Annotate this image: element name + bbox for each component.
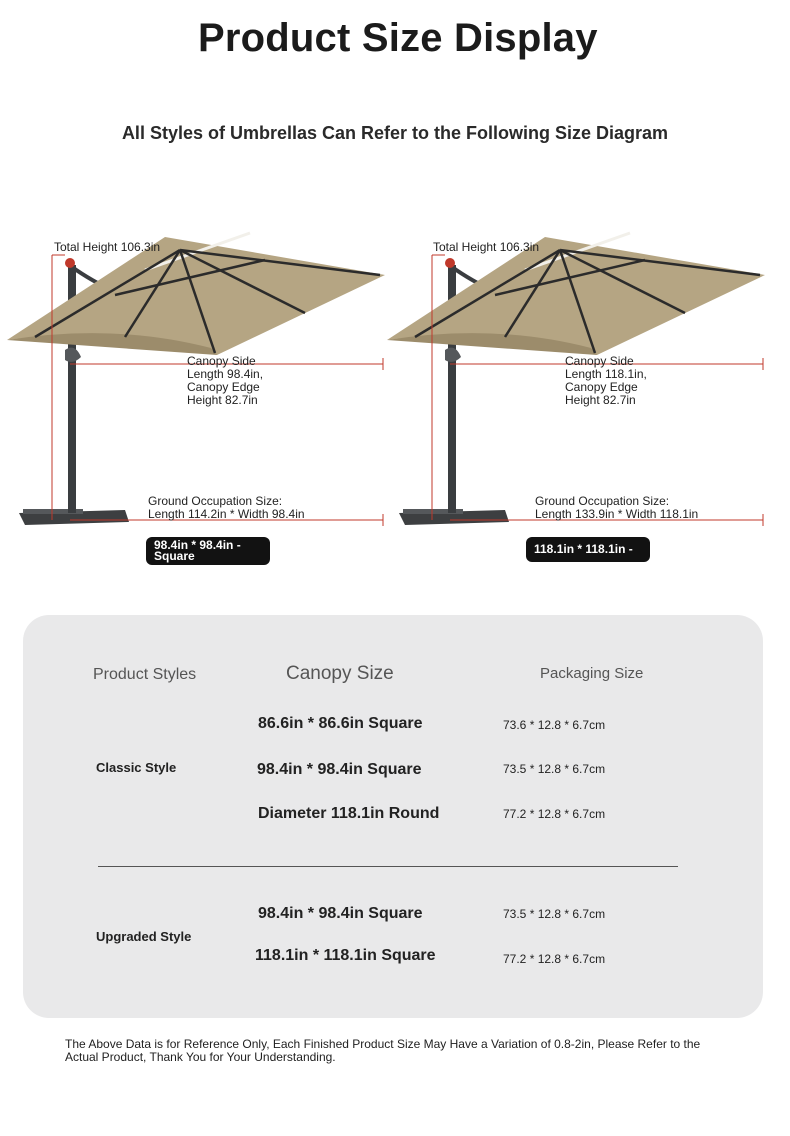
packaging-size-cell: 77.2 * 12.8 * 6.7cm bbox=[503, 952, 606, 966]
ground-occupation-title: Ground Occupation Size: bbox=[535, 494, 670, 508]
ground-occupation-value: Length 133.9in * Width 118.1in bbox=[535, 507, 699, 521]
packaging-size-cell: 73.5 * 12.8 * 6.7cm bbox=[503, 907, 606, 921]
size-badge: 98.4in * 98.4in - Square bbox=[146, 537, 270, 565]
umbrella-diagram-square-118 bbox=[385, 225, 770, 570]
column-header-product-styles: Product Styles bbox=[93, 666, 197, 683]
canopy-size-label: Canopy Side Length 118.1in, Canopy Edge Height 82.7in bbox=[565, 354, 647, 407]
style-upgraded: Upgraded Style bbox=[96, 929, 192, 944]
packaging-size-cell: 77.2 * 12.8 * 6.7cm bbox=[503, 807, 606, 821]
canopy-size-cell: 118.1in * 118.1in Square bbox=[255, 947, 436, 964]
column-header-packaging-size: Packaging Size bbox=[540, 665, 644, 682]
canopy-size-cell: Diameter 118.1in Round bbox=[258, 805, 440, 822]
packaging-size-cell: 73.6 * 12.8 * 6.7cm bbox=[503, 718, 606, 732]
packaging-size-cell: 73.5 * 12.8 * 6.7cm bbox=[503, 762, 606, 776]
total-height-label: Total Height 106.3in bbox=[433, 240, 540, 254]
page-title: Product Size Display bbox=[198, 16, 598, 60]
umbrella-diagram-square-98 bbox=[5, 225, 390, 570]
canopy-size-cell: 98.4in * 98.4in Square bbox=[257, 761, 422, 778]
canopy-size-label: Canopy Side Length 98.4in, Canopy Edge Height 82.7in bbox=[187, 354, 264, 407]
page-subtitle: All Styles of Umbrellas Can Refer to the Following Size Diagram bbox=[121, 123, 669, 143]
total-height-label: Total Height 106.3in bbox=[54, 240, 161, 254]
canopy-size-cell: 98.4in * 98.4in Square bbox=[258, 905, 423, 922]
size-badge: 118.1in * 118.1in - bbox=[526, 537, 650, 562]
ground-occupation-title: Ground Occupation Size: bbox=[148, 494, 283, 508]
disclaimer-text: The Above Data is for Reference Only, Each Finished Product Size May Have a Variation of 0.8-2in, Please Refer to the Actual Product, Thank You for Your Understanding. bbox=[65, 1037, 701, 1064]
ground-occupation-value: Length 114.2in * Width 98.4in bbox=[148, 507, 305, 521]
group-divider bbox=[98, 866, 678, 867]
style-classic: Classic Style bbox=[96, 760, 177, 775]
canopy-size-cell: 86.6in * 86.6in Square bbox=[258, 715, 423, 732]
column-header-canopy-size: Canopy Size bbox=[286, 663, 394, 684]
